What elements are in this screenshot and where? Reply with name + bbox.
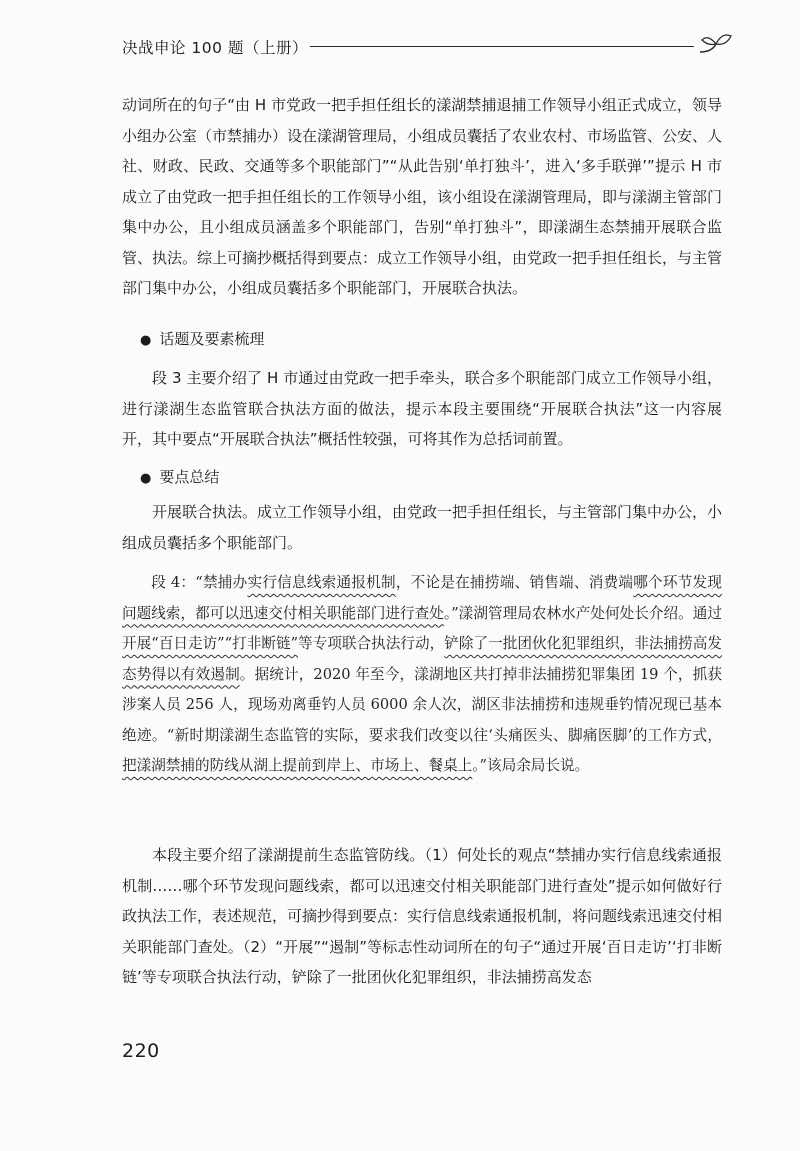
paragraph-topic-3: 段 3 主要介绍了 H 市通过由党政一把手牵头，联合多个职能部门成立工作领导小组，进行漾湖生态监管联合执法方面的做法，提示本段主要围绕“开展联合执法”这一内容展开，其中要点“开展联合执法”概括性较强，可将其作为总括词前置。	[122, 369, 722, 448]
paragraph-analysis-4: 本段主要介绍了漾湖提前生态监管防线。（1）何处长的观点“禁捕办实行信息线索通报机制……哪个环节发现问题线索，都可以迅速交付相关职能部门进行查处”提示如何做好行政执法工作，表述规范，可摘抄得到要点：实行信息线索通报机制，将问题线索迅速交付相关职能部门查处。（2）“开展”“遏制”等标志性动词所在的句子“通过开展‘百日走访’‘打非断链’等专项联合执法行动，铲除了一批团伙化犯罪组织，非法捕捞高发态	[122, 846, 723, 986]
paragraph-summary-3: 开展联合执法。成立工作领导小组，由党政一把手担任组长，与主管部门集中办公，小组成员囊括多个职能部门。	[122, 503, 723, 552]
material-text: 段 4：“禁捕办	[151, 574, 248, 591]
underlined-phrase: 开展“百日走访”“打非断链”	[122, 635, 299, 652]
bullet-summary-heading: ● 要点总结	[140, 462, 219, 494]
running-header	[122, 30, 742, 60]
underlined-phrase: 铲除了一批团伙化犯罪组织，非法捕捞高发态势得以有效遏制	[122, 635, 722, 683]
header-rule	[310, 46, 694, 47]
underlined-phrase: 实行信息线索通报机制	[247, 574, 396, 591]
quoted-material-paragraph-4	[122, 568, 722, 782]
underlined-phrase: 哪个环节发现问题线索，都可以迅速交付相关职能部门进行查处	[122, 574, 722, 622]
material-text: 。”漾湖管理局农林水产处何处长介绍。通过	[443, 604, 722, 622]
underlined-phrase: 把漾湖禁捕的防线从湖上提前到岸上、市场上、餐桌上	[122, 757, 473, 774]
material-text: ，不论是在捕捞端、销售端、消费端	[395, 574, 634, 591]
page-number: 220	[122, 1040, 160, 1062]
paragraph-analysis-3: 动词所在的句子“由 H 市党政一把手担任组长的漾湖禁捕退捕工作领导小组正式成立，领导小组办公室（市禁捕办）设在漾湖管理局，小组成员囊括了农业农村、市场监管、公安、人社、财政、民政、交通等多个职能部门”“从此告别‘单打独斗’，进入‘多手联弹’”提示 H 市成立了由党政一把手担任组长的工作领导小组，该小组设在漾湖管理局，即与漾湖主管部门集中办公，且小组成员涵盖多个职能部门，告别“单打独斗”，即漾湖生态禁捕开展联合监管、执法。综上可摘抄概括得到要点：成立工作领导小组，由党政一把手担任组长，与主管部门集中办公，小组成员囊括多个职能部门，开展联合执法。	[122, 96, 723, 297]
sprout-icon	[698, 30, 734, 56]
material-text: 。”该局余局长说。	[472, 757, 590, 774]
material-text: 等专项联合执法行动，	[298, 635, 445, 652]
book-title: 决战申论 100 题（上册）	[122, 39, 308, 57]
material-text: 。据统计，2020 年至今，漾湖地区共打掉非法捕捞犯罪集团 19 个，抓获涉案人员 256 人，现场劝离垂钓人员 6000 余人次，湖区非法捕捞和违规垂钓情况现已基本绝迹。“新时期漾湖生态监管的实际，要求我们改变以往‘头痛医头、脚痛医脚’的工作方式，	[122, 665, 722, 744]
bullet-topic-heading: ● 话题及要素梳理	[140, 324, 264, 356]
